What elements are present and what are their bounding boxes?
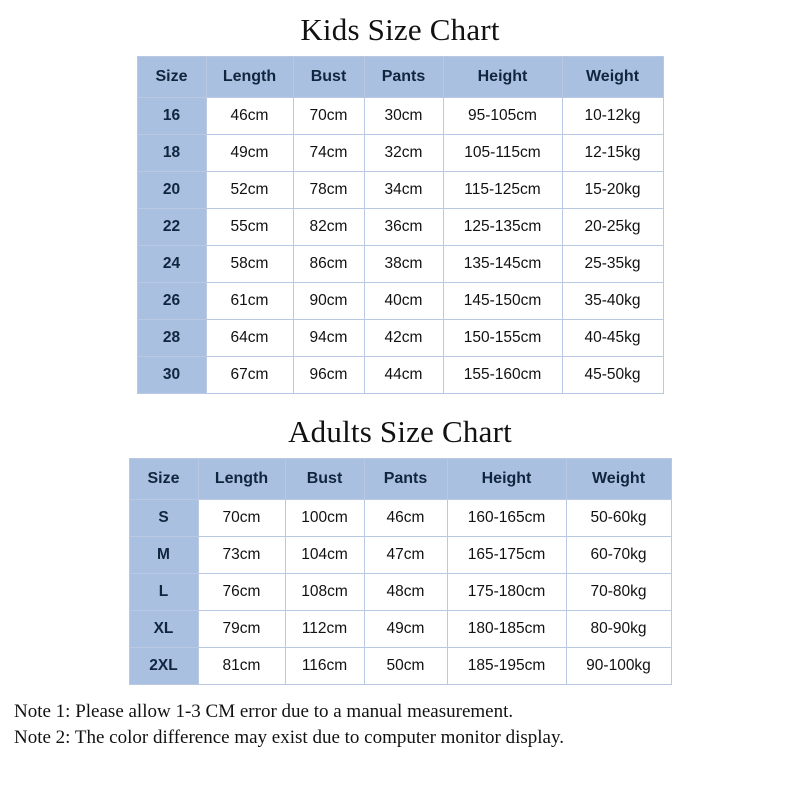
kids-size-chart-title: Kids Size Chart bbox=[300, 12, 500, 47]
cell-size: S bbox=[129, 500, 198, 537]
cell-size: 24 bbox=[137, 246, 206, 283]
cell-length: 73cm bbox=[198, 537, 285, 574]
cell-bust: 78cm bbox=[293, 172, 364, 209]
table-row bbox=[137, 172, 663, 209]
column-header-height: Height bbox=[443, 57, 562, 98]
cell-pants: 44cm bbox=[364, 357, 443, 394]
kids-table-body bbox=[137, 98, 663, 394]
cell-pants: 50cm bbox=[364, 648, 447, 685]
cell-length: 79cm bbox=[198, 611, 285, 648]
cell-length: 76cm bbox=[198, 574, 285, 611]
cell-bust: 86cm bbox=[293, 246, 364, 283]
cell-bust: 100cm bbox=[285, 500, 364, 537]
cell-weight: 35-40kg bbox=[562, 283, 663, 320]
cell-size: XL bbox=[129, 611, 198, 648]
table-row bbox=[137, 246, 663, 283]
table-header-row bbox=[137, 57, 663, 98]
adults-table-header bbox=[129, 459, 671, 500]
cell-weight: 45-50kg bbox=[562, 357, 663, 394]
table-row bbox=[137, 135, 663, 172]
cell-weight: 60-70kg bbox=[566, 537, 671, 574]
column-header-weight: Weight bbox=[562, 57, 663, 98]
cell-bust: 96cm bbox=[293, 357, 364, 394]
cell-pants: 47cm bbox=[364, 537, 447, 574]
adults-table-container bbox=[0, 458, 800, 685]
cell-pants: 42cm bbox=[364, 320, 443, 357]
table-row bbox=[137, 357, 663, 394]
kids-table-header bbox=[137, 57, 663, 98]
cell-pants: 36cm bbox=[364, 209, 443, 246]
cell-length: 61cm bbox=[206, 283, 293, 320]
cell-length: 64cm bbox=[206, 320, 293, 357]
cell-size: L bbox=[129, 574, 198, 611]
cell-weight: 20-25kg bbox=[562, 209, 663, 246]
note-1: Note 1: Please allow 1-3 CM error due to a manual measurement. bbox=[14, 701, 514, 722]
table-row bbox=[129, 537, 671, 574]
cell-length: 70cm bbox=[198, 500, 285, 537]
column-header-pants: Pants bbox=[364, 57, 443, 98]
column-header-size: Size bbox=[137, 57, 206, 98]
cell-weight: 12-15kg bbox=[562, 135, 663, 172]
cell-height: 175-180cm bbox=[447, 574, 566, 611]
column-header-height: Height bbox=[447, 459, 566, 500]
cell-weight: 70-80kg bbox=[566, 574, 671, 611]
cell-pants: 32cm bbox=[364, 135, 443, 172]
cell-size: 16 bbox=[137, 98, 206, 135]
cell-height: 155-160cm bbox=[443, 357, 562, 394]
cell-length: 49cm bbox=[206, 135, 293, 172]
cell-height: 150-155cm bbox=[443, 320, 562, 357]
notes-section bbox=[0, 699, 800, 751]
cell-size: M bbox=[129, 537, 198, 574]
cell-height: 105-115cm bbox=[443, 135, 562, 172]
table-row bbox=[129, 611, 671, 648]
kids-table-container bbox=[0, 56, 800, 394]
note-2: Note 2: The color difference may exist due to computer monitor display. bbox=[14, 727, 564, 749]
cell-size: 26 bbox=[137, 283, 206, 320]
cell-weight: 40-45kg bbox=[562, 320, 663, 357]
column-header-length: Length bbox=[206, 57, 293, 98]
cell-height: 180-185cm bbox=[447, 611, 566, 648]
column-header-bust: Bust bbox=[293, 57, 364, 98]
cell-size: 22 bbox=[137, 209, 206, 246]
column-header-bust: Bust bbox=[285, 459, 364, 500]
cell-bust: 94cm bbox=[293, 320, 364, 357]
cell-height: 115-125cm bbox=[443, 172, 562, 209]
column-header-length: Length bbox=[198, 459, 285, 500]
table-row bbox=[137, 98, 663, 135]
cell-length: 55cm bbox=[206, 209, 293, 246]
cell-bust: 70cm bbox=[293, 98, 364, 135]
cell-weight: 90-100kg bbox=[566, 648, 671, 685]
table-row bbox=[137, 209, 663, 246]
cell-weight: 10-12kg bbox=[562, 98, 663, 135]
cell-weight: 80-90kg bbox=[566, 611, 671, 648]
cell-height: 185-195cm bbox=[447, 648, 566, 685]
cell-height: 95-105cm bbox=[443, 98, 562, 135]
cell-bust: 74cm bbox=[293, 135, 364, 172]
cell-bust: 116cm bbox=[285, 648, 364, 685]
cell-length: 81cm bbox=[198, 648, 285, 685]
table-row bbox=[129, 648, 671, 685]
cell-height: 125-135cm bbox=[443, 209, 562, 246]
cell-bust: 112cm bbox=[285, 611, 364, 648]
cell-pants: 38cm bbox=[364, 246, 443, 283]
cell-size: 18 bbox=[137, 135, 206, 172]
size-chart-page bbox=[0, 12, 800, 812]
column-header-weight: Weight bbox=[566, 459, 671, 500]
adults-size-table bbox=[129, 458, 672, 685]
table-row bbox=[137, 320, 663, 357]
cell-weight: 25-35kg bbox=[562, 246, 663, 283]
table-row bbox=[137, 283, 663, 320]
table-row bbox=[129, 574, 671, 611]
table-header-row bbox=[129, 459, 671, 500]
cell-bust: 82cm bbox=[293, 209, 364, 246]
cell-length: 58cm bbox=[206, 246, 293, 283]
cell-bust: 90cm bbox=[293, 283, 364, 320]
cell-pants: 48cm bbox=[364, 574, 447, 611]
cell-pants: 34cm bbox=[364, 172, 443, 209]
cell-height: 160-165cm bbox=[447, 500, 566, 537]
cell-size: 20 bbox=[137, 172, 206, 209]
cell-bust: 104cm bbox=[285, 537, 364, 574]
cell-length: 46cm bbox=[206, 98, 293, 135]
cell-pants: 40cm bbox=[364, 283, 443, 320]
cell-pants: 46cm bbox=[364, 500, 447, 537]
cell-length: 67cm bbox=[206, 357, 293, 394]
cell-size: 2XL bbox=[129, 648, 198, 685]
adults-table-body bbox=[129, 500, 671, 685]
cell-height: 165-175cm bbox=[447, 537, 566, 574]
column-header-pants: Pants bbox=[364, 459, 447, 500]
cell-size: 30 bbox=[137, 357, 206, 394]
kids-size-table bbox=[137, 56, 664, 394]
cell-pants: 30cm bbox=[364, 98, 443, 135]
cell-weight: 50-60kg bbox=[566, 500, 671, 537]
cell-bust: 108cm bbox=[285, 574, 364, 611]
cell-height: 145-150cm bbox=[443, 283, 562, 320]
cell-pants: 49cm bbox=[364, 611, 447, 648]
adults-size-chart-title: Adults Size Chart bbox=[288, 414, 512, 449]
cell-size: 28 bbox=[137, 320, 206, 357]
cell-weight: 15-20kg bbox=[562, 172, 663, 209]
table-row bbox=[129, 500, 671, 537]
column-header-size: Size bbox=[129, 459, 198, 500]
cell-length: 52cm bbox=[206, 172, 293, 209]
cell-height: 135-145cm bbox=[443, 246, 562, 283]
